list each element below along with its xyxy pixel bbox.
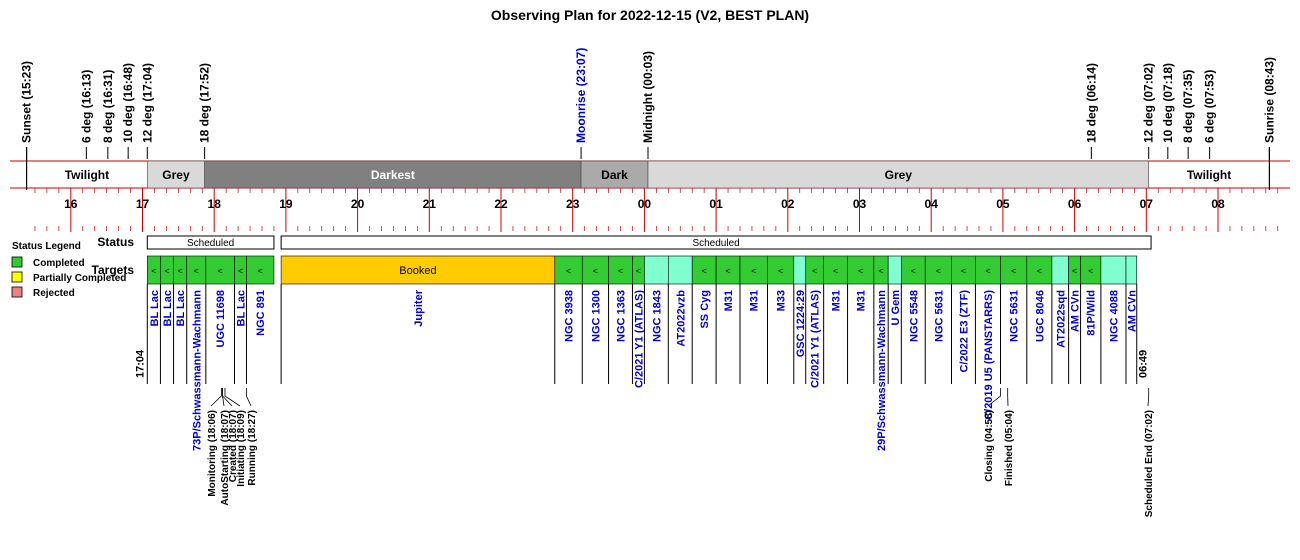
target-block-mark: < [701,266,707,276]
legend-label: Partially Completed [33,273,127,284]
target-block-mark: < [751,266,757,276]
target-label: BL Lac [148,290,161,327]
sky-band-label: Grey [162,168,190,182]
target-block-mark: < [217,266,223,276]
hour-tick-label: 00 [637,197,652,211]
event-label: 8 deg (16:31) [100,69,115,143]
target-label: NGC 5548 [908,290,921,342]
target-label: M33 [775,290,788,312]
target-block-mark: < [910,266,916,276]
callout-label: Monitoring (18:06) [207,410,218,497]
target-block-mark: < [725,266,731,276]
target-label: M31 [748,290,761,312]
hour-tick-label: 03 [852,197,867,211]
target-block-mark: < [832,266,839,276]
target-label: M31 [830,290,843,312]
status-block-label: Scheduled [186,238,235,249]
legend-swatch [12,272,22,282]
callout-leader [246,388,251,406]
target-label: NGC 891 [255,290,268,336]
target-label: NGC 5631 [1008,290,1021,342]
target-block-mark: Booked [399,265,437,277]
event-label: Moonrise (23:07) [574,47,589,143]
target-label: C/2021 Y1 (ATLAS) [809,290,822,389]
target-block-mark: < [858,266,864,276]
target-label: NGC 1363 [615,290,628,342]
target-label: AM CVn [1126,290,1139,333]
target-label: AT2022vzb [675,290,688,347]
hour-tick-label: 05 [996,197,1010,211]
callout-label: Initiating (18:09) [236,410,247,487]
hour-tick-label: 02 [781,197,795,211]
target-block-mark: < [237,266,244,276]
sky-band-label: Dark [601,168,628,182]
legend-label: Rejected [33,288,75,299]
target-block-mark: < [878,266,884,276]
status-row [147,236,1151,249]
target-label: C/2019 U5 (PANSTARRS) [982,290,995,420]
target-block-mark: < [777,266,784,276]
event-label: 12 deg (07:02) [1141,62,1156,143]
target-block [644,256,668,284]
callout-label: Running (18:27) [247,410,258,486]
event-label: 6 deg (16:13) [79,69,94,143]
sky-band-label: Darkest [370,168,415,182]
event-label: 18 deg (06:14) [1084,62,1099,143]
target-label: NGC 5631 [933,290,946,342]
target-label: 81P/Wild [1085,290,1098,336]
targets-row [134,256,1149,451]
hour-tick-label: 23 [566,197,580,211]
callout-label: Closing (04:58) [984,410,995,482]
hour-tick-label: 19 [279,197,293,211]
sky-band-label: Twilight [1186,168,1232,182]
callout-label: Scheduled End (07:02) [1144,410,1155,518]
target-block-mark: < [985,266,991,276]
event-label: 18 deg (17:52) [197,62,212,143]
callout-label: Finished (05:04) [1004,410,1015,487]
target-block-mark: < [617,266,624,276]
target-block-mark: < [257,266,263,276]
hour-tick-label: 08 [1211,197,1225,211]
event-label: Sunrise (08:43) [1262,56,1277,143]
target-label: NGC 4088 [1108,290,1121,342]
target-block-mark: < [1088,266,1094,276]
event-label: 10 deg (07:18) [1160,62,1175,143]
event-label: 8 deg (07:35) [1181,69,1196,143]
callout-leader [211,388,221,406]
target-label: SS Cyg [699,290,712,329]
event-label: 6 deg (07:53) [1202,69,1217,143]
sky-band-label: Twilight [64,168,110,182]
event-label: Sunset (15:23) [19,60,34,143]
callout-leader [225,388,240,406]
callout-leader [1148,388,1149,406]
target-block-mark: < [635,266,642,276]
callout-label: AutoStarting (18:07) [220,410,231,506]
target-block [668,256,692,284]
target-label: UGC 8046 [1034,290,1047,342]
target-label: AM CVn [1069,290,1082,333]
target-block-mark: < [1036,266,1042,276]
target-label: 73P/Schwassmann-Wachmann [191,290,204,451]
legend-swatch [12,287,22,297]
target-label: BL Lac [175,290,188,327]
target-label: M31 [723,290,736,312]
target-block-mark: < [812,266,818,276]
event-label: 12 deg (17:04) [140,62,155,143]
status-row-label: Status [97,235,134,249]
target-block [1052,256,1069,284]
target-label: C/2021 Y1 (ATLAS) [633,290,646,389]
target-block-mark: < [935,266,942,276]
target-label: C/2022 E3 (ZTF) [958,290,971,373]
hour-tick-label: 07 [1139,197,1153,211]
target-block-mark: < [1011,266,1017,276]
target-block [794,256,806,284]
target-label: NGC 3938 [563,290,576,342]
chart-title: Observing Plan for 2022-12-15 (V2, BEST PLAN) [490,7,810,23]
target-block-mark: < [151,266,157,276]
target-block [888,256,901,284]
target-block-mark: < [565,266,572,276]
event-label: 10 deg (16:48) [121,62,136,143]
hour-tick-label: 06 [1067,197,1082,211]
status-block-label: Scheduled [692,238,740,249]
hour-tick-label: 18 [207,197,221,211]
target-label: BL Lac [235,290,248,327]
bottom-callouts [207,388,1155,517]
legend-title: Status Legend [12,241,81,252]
target-label: M31 [855,290,868,312]
hour-tick-label: 01 [709,197,723,211]
legend-swatch [12,257,22,267]
hour-tick-label: 16 [64,197,78,211]
block-end-time: 06:49 [1137,349,1150,378]
target-label: AT2022sqd [1055,290,1068,348]
legend-label: Completed [33,258,85,269]
target-label: Jupiter [412,290,425,327]
target-label: NGC 1843 [651,290,664,342]
time-axis [35,188,1278,232]
target-label: UGC 11698 [215,290,228,348]
target-block-mark: < [177,266,183,276]
target-label: GSC 1224:29 [794,290,807,358]
target-block-mark: < [164,266,170,276]
target-block [1126,256,1137,284]
sky-bands [10,147,1290,190]
hour-tick-label: 04 [924,197,938,211]
target-label: NGC 1300 [590,290,603,342]
target-block [1101,256,1126,284]
target-block-mark: < [193,266,199,276]
target-label: BL Lac [161,290,174,327]
hour-tick-label: 20 [350,197,365,211]
target-label: U Gem [889,290,902,326]
target-block-mark: < [1071,266,1078,276]
event-markers [20,48,1277,159]
event-label: Midnight (00:03) [640,51,655,143]
block-start-time: 17:04 [134,349,147,378]
hour-tick-label: 21 [422,197,436,211]
target-label: 29P/Schwassmann-Wachmann [876,290,889,451]
hour-tick-label: 22 [494,197,508,211]
targets-row-label: Targets [91,263,134,277]
target-block-mark: < [960,266,967,276]
hour-tick-label: 17 [135,197,150,211]
sky-band-label: Grey [884,168,913,182]
target-block-mark: < [592,266,599,276]
callout-label: Created (18:07) [228,410,239,483]
